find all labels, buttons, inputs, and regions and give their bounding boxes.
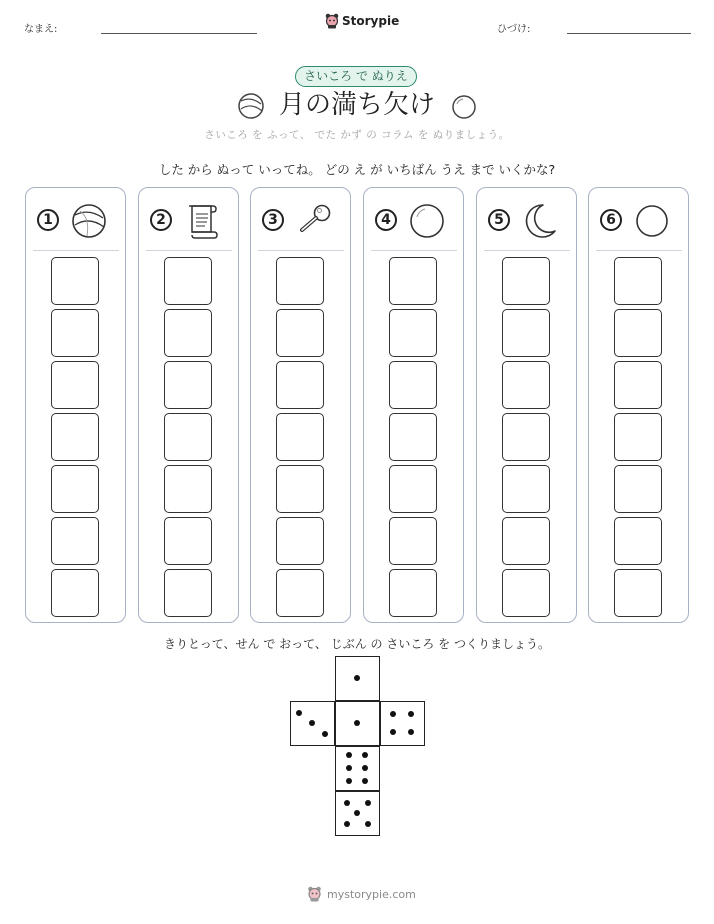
column-number: 2 — [150, 209, 172, 231]
coloring-box[interactable] — [502, 361, 550, 409]
coloring-box[interactable] — [276, 517, 324, 565]
pin-icon — [295, 202, 333, 240]
coloring-box[interactable] — [276, 361, 324, 409]
coloring-box[interactable] — [51, 569, 99, 617]
bear-logo-icon — [325, 13, 339, 29]
coloring-box[interactable] — [502, 569, 550, 617]
coloring-box[interactable] — [614, 569, 662, 617]
column-number: 1 — [37, 209, 59, 231]
column-number: 6 — [600, 209, 622, 231]
bear-logo-icon — [307, 886, 322, 902]
coloring-box[interactable] — [164, 569, 212, 617]
coloring-box[interactable] — [51, 465, 99, 513]
subtitle: さいころ を ふって、 でた かず の コラム を ぬりましょう。 — [204, 129, 510, 141]
dice-pip — [362, 778, 368, 784]
category-badge: さいころ で ぬりえ — [295, 66, 417, 87]
dice-pip — [390, 711, 396, 717]
coloring-box[interactable] — [276, 413, 324, 461]
column-3 — [250, 187, 351, 623]
column-divider — [33, 250, 119, 251]
dice-face — [380, 701, 425, 746]
coloring-box[interactable] — [276, 569, 324, 617]
coloring-box[interactable] — [51, 361, 99, 409]
coloring-box[interactable] — [164, 257, 212, 305]
ball-icon — [70, 202, 108, 240]
dice-pip — [354, 810, 360, 816]
coloring-box[interactable] — [389, 309, 437, 357]
column-6 — [588, 187, 689, 623]
footer — [307, 886, 416, 902]
dice-pip — [365, 800, 371, 806]
coloring-box[interactable] — [502, 465, 550, 513]
dice-pip — [408, 729, 414, 735]
coloring-box[interactable] — [614, 257, 662, 305]
coloring-box[interactable] — [614, 361, 662, 409]
coloring-box[interactable] — [164, 465, 212, 513]
dice-pip — [365, 821, 371, 827]
coloring-box[interactable] — [502, 309, 550, 357]
coloring-box[interactable] — [164, 413, 212, 461]
date-label: ひづけ: — [497, 24, 531, 35]
column-divider — [484, 250, 570, 251]
page-title: 月の満ち欠け — [278, 90, 435, 120]
dice-pip — [309, 720, 315, 726]
dice-pip — [344, 800, 350, 806]
column-4 — [363, 187, 464, 623]
coloring-box[interactable] — [389, 257, 437, 305]
dice-face — [335, 746, 380, 791]
dice-pip — [362, 752, 368, 758]
coloring-box[interactable] — [502, 517, 550, 565]
column-number: 3 — [262, 209, 284, 231]
coloring-box[interactable] — [614, 517, 662, 565]
brand-name: Storypie — [342, 14, 400, 28]
footer-url[interactable]: mystorypie.com — [327, 887, 416, 901]
name-line[interactable] — [101, 33, 257, 34]
dice-face — [335, 701, 380, 746]
coloring-box[interactable] — [614, 413, 662, 461]
circle-moon-icon — [633, 202, 671, 240]
column-divider — [596, 250, 682, 251]
instruction-text: した から ぬって いってね。 どの え が いちばん うえ まで いくかな? — [158, 162, 556, 177]
full-moon-icon — [408, 202, 446, 240]
coloring-box[interactable] — [51, 257, 99, 305]
column-5 — [476, 187, 577, 623]
dice-pip — [346, 778, 352, 784]
coloring-box[interactable] — [51, 413, 99, 461]
coloring-box[interactable] — [614, 465, 662, 513]
dice-face — [335, 791, 380, 836]
coloring-box[interactable] — [164, 309, 212, 357]
coloring-box[interactable] — [502, 413, 550, 461]
coloring-box[interactable] — [276, 257, 324, 305]
dice-pip — [296, 710, 302, 716]
coloring-box[interactable] — [389, 465, 437, 513]
coloring-box[interactable] — [614, 309, 662, 357]
coloring-box[interactable] — [389, 361, 437, 409]
dice-pip — [390, 729, 396, 735]
crescent-moon-icon — [521, 202, 559, 240]
dice-pip — [322, 731, 328, 737]
brand-logo — [325, 13, 399, 29]
dice-face — [290, 701, 335, 746]
name-label: なまえ: — [24, 24, 58, 35]
coloring-box[interactable] — [502, 257, 550, 305]
coloring-box[interactable] — [276, 465, 324, 513]
dice-pip — [346, 765, 352, 771]
coloring-box[interactable] — [276, 309, 324, 357]
coloring-box[interactable] — [389, 413, 437, 461]
coloring-box[interactable] — [51, 517, 99, 565]
column-2 — [138, 187, 239, 623]
column-number: 4 — [375, 209, 397, 231]
column-divider — [258, 250, 344, 251]
date-line[interactable] — [567, 33, 691, 34]
coloring-box[interactable] — [164, 517, 212, 565]
scroll-icon — [183, 202, 221, 240]
column-1 — [25, 187, 126, 623]
dice-pip — [354, 720, 360, 726]
coloring-box[interactable] — [51, 309, 99, 357]
dice-pip — [346, 752, 352, 758]
coloring-box[interactable] — [389, 517, 437, 565]
column-number: 5 — [488, 209, 510, 231]
dice-pip — [408, 711, 414, 717]
dice-face — [335, 656, 380, 701]
dice-pip — [344, 821, 350, 827]
dice-pip — [354, 675, 360, 681]
dice-pip — [362, 765, 368, 771]
moon-title-icon — [451, 94, 477, 120]
column-divider — [371, 250, 457, 251]
coloring-box[interactable] — [389, 569, 437, 617]
cut-instruction: きりとって、せん で おって、 じぶん の さいころ を つくりましょう。 — [164, 637, 550, 651]
column-divider — [146, 250, 232, 251]
coloring-box[interactable] — [164, 361, 212, 409]
